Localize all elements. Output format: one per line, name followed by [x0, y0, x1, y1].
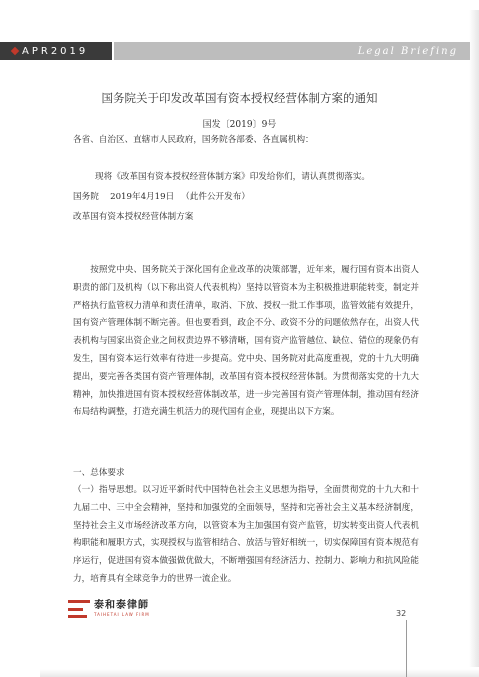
diamond-icon — [11, 47, 19, 55]
intro-text: 按照党中央、国务院关于深化国有企业改革的决策部署，近年来，履行国有资本出资人职责的部门及机构（以下称出资人代表机构）坚持以管资本为主积极推进职能转变，制定并严格执行监管权力清单和责任清单，取消、下放、授权一批工作事项，监管效能有效提升，国有资产管理体制不断完善。但也要看到，政企不分、政资不分的问题依然存在，出资人代表机构与国家出资企业之间权责边界不够清晰，国有资产监管越位、缺位、错位的现象仍有发生，国有资本运行效率有待进一步提高。党中央、国务院对此高度重视，党的十九大明确提出，要完善各类国有资产管理体制，改革国有资本授权经营体制。为贯彻落实党的十九大精神，加快推进国有资本授权经营体制改革，进一步完善国有资产管理体制，推动国有经济布局结构调整，打造充满生机活力的现代国有企业，现提出以下方案。 — [73, 265, 419, 418]
header-section-block — [114, 42, 470, 60]
document-number: 国发〔2019〕9号 — [202, 120, 277, 130]
firm-logo — [68, 600, 150, 618]
footer-rule — [406, 620, 407, 677]
intro-paragraph — [73, 262, 419, 422]
header-issue-block — [0, 42, 112, 60]
header-bar — [0, 42, 470, 60]
issuer-date-line: 国务院 2019年4月19日 （此件公开发布） — [73, 192, 250, 202]
firm-name-cn: 泰和泰律師 — [94, 600, 149, 611]
page-shadow-bottom — [40, 669, 479, 677]
firm-logo-text — [94, 601, 150, 617]
firm-logo-icon — [68, 600, 90, 618]
header-issue: APR2019 — [22, 45, 89, 57]
section-paragraph — [73, 482, 419, 589]
page-number: 32 — [396, 609, 407, 618]
recipients-line: 各省、自治区、直辖市人民政府，国务院各部委、各直属机构： — [73, 135, 314, 145]
firm-name-en: TAIHETAI LAW FIRM — [94, 612, 150, 617]
document-title: 国务院关于印发改革国有资本授权经营体制方案的通知 — [101, 91, 378, 105]
attachment-title: 改革国有资本授权经营体制方案 — [73, 212, 194, 222]
header-section: Legal Briefing — [357, 45, 458, 57]
notice-line: 现将《改革国有资本授权经营体制方案》印发给你们，请认真贯彻落实。 — [95, 172, 371, 182]
page-shadow-right — [469, 10, 479, 667]
section-heading: 一、总体要求 — [73, 468, 125, 478]
section-text: （一）指导思想。以习近平新时代中国特色社会主义思想为指导，全面贯彻党的十九大和十九届二中、三中全会精神，坚持和加强党的全面领导，坚持和完善社会主义基本经济制度，坚持社会主义市场经济改革方向，以管资本为主加强国有资产监管，切实转变出资人代表机构职能和履职方式，实现授权与监管相结合、放活与管好相统一，切实保障国有资本规范有序运行，促进国有资本做强做优做大，不断增强国有经济活力、控制力、影响力和抗风险能力，培育具有全球竞争力的世界一流企业。 — [73, 485, 419, 584]
